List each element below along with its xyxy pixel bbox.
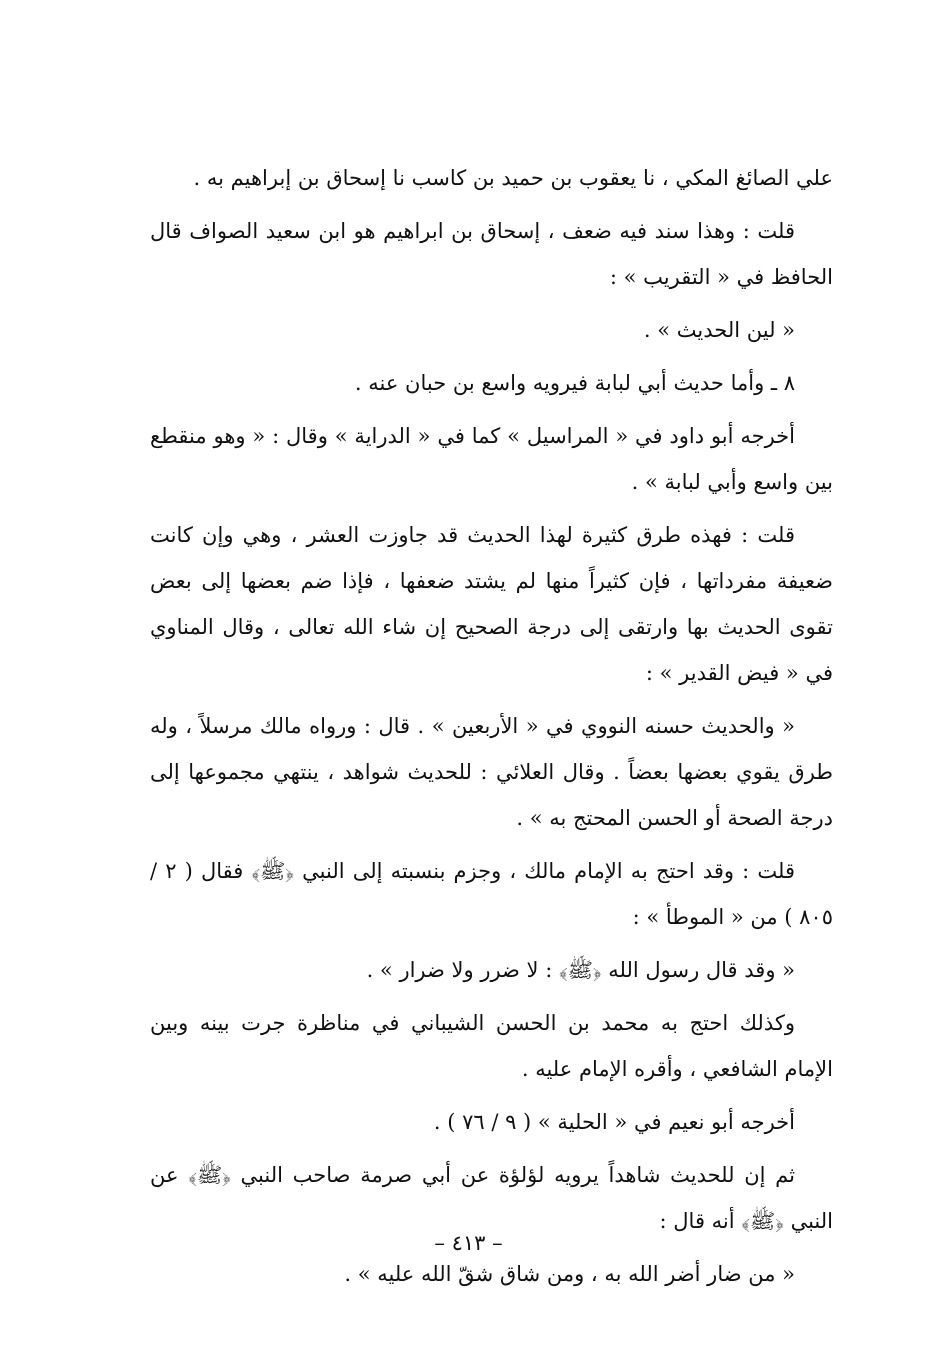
paragraph-13: « من ضار أضر الله به ، ومن شاق شقّ الله عليه » . [344, 1262, 795, 1286]
paragraph-4: ٨ ـ وأما حديث أبي لبابة فيرويه واسع بن حبان عنه . [354, 371, 795, 395]
paragraph-11: أخرجه أبو نعيم في « الحلية » ( ٩ / ٧٦ ) . [433, 1110, 795, 1134]
paragraph-2: قلت : وهذا سند فيه ضعف ، إسحاق بن ابراهيم هو ابن سعيد الصواف قال الحافظ في « التقريب » : [150, 219, 833, 289]
paragraph-5: أخرجه أبو داود في « المراسيل » كما في « الدراية » وقال : « وهو منقطع بين واسع وأبي لبابة » . [150, 424, 833, 494]
page-body [150, 155, 833, 1304]
paragraph-12: ثم إن للحديث شاهداً يرويه لؤلؤة عن أبي صرمة صاحب النبي ﴿ﷺ﴾ عن النبي ﴿ﷺ﴾ أنه قال : [150, 1163, 833, 1233]
paragraph-3: « لين الحديث » . [643, 318, 795, 342]
paragraph-9: « وقد قال رسول الله ﴿ﷺ﴾ : لا ضرر ولا ضرار » . [366, 958, 795, 982]
paragraph-6: قلت : فهذه طرق كثيرة لهذا الحديث قد جاوزت العشر ، وهي وإن كانت ضعيفة مفرداتها ، فإن كثيراً منها لم يشتد ضعفها ، فإذا ضم بعضها إلى بعض تقوى الحديث بها وارتقى إلى درجة الصحيح إن شاء الله تعالى ، وقال المناوي في « فيض القدير » : [150, 523, 833, 685]
paragraph-8: قلت : وقد احتج به الإمام مالك ، وجزم بنسبته إلى النبي ﴿ﷺ﴾ فقال ( ٢ / ٨٠٥ ) من « الموطأ » : [150, 859, 833, 929]
paragraph-1: علي الصائغ المكي ، نا يعقوب بن حميد بن كاسب نا إسحاق بن إبراهيم به . [193, 166, 833, 190]
paragraph-10: وكذلك احتج به محمد بن الحسن الشيباني في مناظرة جرت بينه وبين الإمام الشافعي ، وأقره الإمام عليه . [150, 1011, 833, 1081]
page-number: – ٤١٣ – [434, 1231, 503, 1255]
paragraph-7: « والحديث حسنه النووي في « الأربعين » . قال : ورواه مالك مرسلاً ، وله طرق يقوي بعضها بعضاً . وقال العلائي : للحديث شواهد ، ينتهي مجموعها إلى درجة الصحة أو الحسن المحتج به » . [150, 714, 833, 830]
